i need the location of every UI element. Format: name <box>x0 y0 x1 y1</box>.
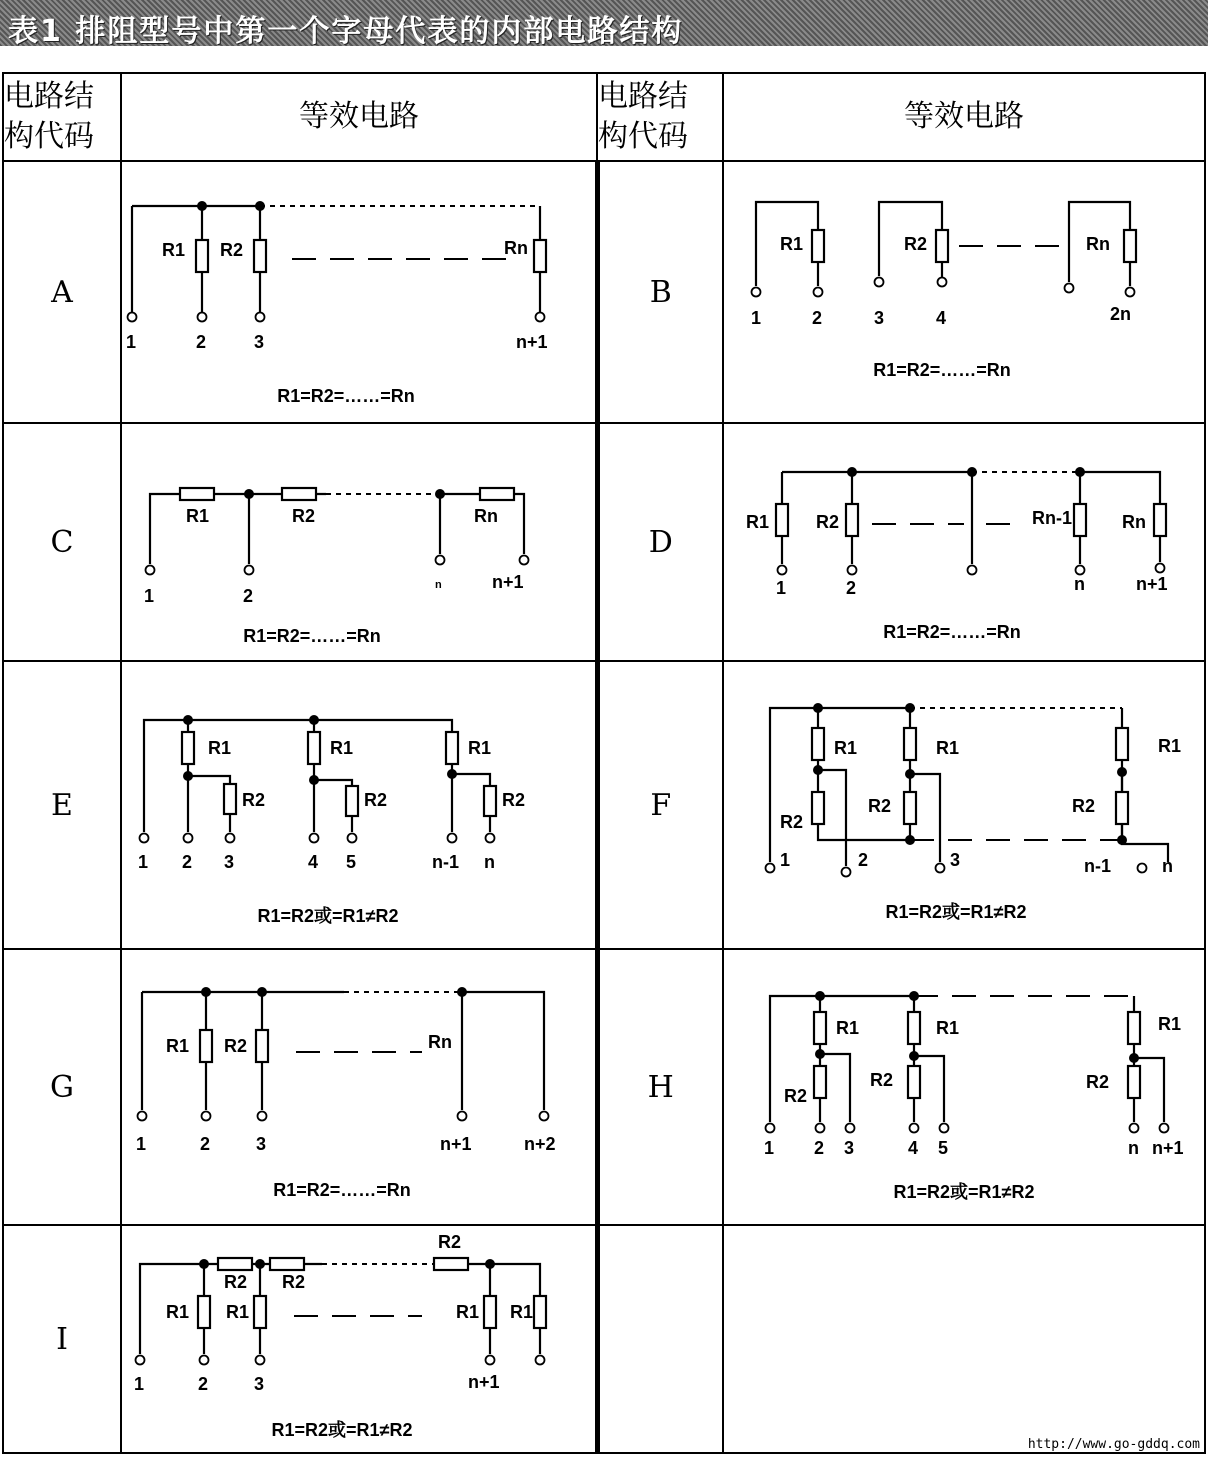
terminal-label: 1 <box>138 852 149 872</box>
code-cell-b: B <box>597 161 723 423</box>
terminal-label: 2 <box>846 578 857 598</box>
circuit-table <box>2 72 1206 1454</box>
terminal-label: 3 <box>254 1374 265 1394</box>
relation-text: R1=R2=……=Rn <box>277 386 415 406</box>
relation-text: R1=R2=……=Rn <box>883 622 1021 642</box>
table-row <box>3 1225 1205 1453</box>
code-cell-i: I <box>3 1225 121 1453</box>
terminal-label: 4 <box>936 308 947 328</box>
terminal-label: 1 <box>764 1138 775 1158</box>
terminal-label: 1 <box>776 578 787 598</box>
label-r1: R1 <box>836 1018 860 1038</box>
label-rn: Rn <box>1122 512 1146 532</box>
table-row <box>3 161 1205 423</box>
code-cell-e: E <box>3 661 121 949</box>
terminal-label: 3 <box>254 332 265 352</box>
label-r2: R2 <box>242 790 266 810</box>
circuit-diagram-b <box>724 162 1204 422</box>
label-rn: Rn <box>428 1032 452 1052</box>
terminal-label: n+1 <box>492 572 524 592</box>
circuit-diagram-h <box>724 950 1204 1224</box>
label-r2: R2 <box>224 1272 248 1292</box>
terminal-label: n+1 <box>440 1134 472 1154</box>
table-row <box>3 949 1205 1225</box>
label-r1: R1 <box>510 1302 534 1322</box>
terminal-label: 2 <box>858 850 869 870</box>
code-cell-a: A <box>3 161 121 423</box>
terminal-label: n <box>1162 856 1173 876</box>
terminal-label: 2 <box>196 332 207 352</box>
label-r1: R1 <box>936 738 960 758</box>
label-r2: R2 <box>224 1036 248 1056</box>
circuit-diagram-d <box>724 424 1204 660</box>
table-row <box>3 661 1205 949</box>
circuit-diagram-e <box>122 662 596 948</box>
terminal-label: n+1 <box>1136 574 1168 594</box>
code-header-right: 电路结 构代码 <box>597 73 723 161</box>
terminal-label: 2 <box>200 1134 211 1154</box>
terminal-label: 3 <box>224 852 235 872</box>
code-cell-c: C <box>3 423 121 661</box>
label-r1: R1 <box>1158 1014 1182 1034</box>
label-r1: R1 <box>208 738 232 758</box>
circuit-header-right: 等效电路 <box>723 73 1205 161</box>
circuit-diagram-g <box>122 950 596 1224</box>
circuit-cell-e <box>121 661 597 949</box>
relation-text: R1=R2=……=Rn <box>873 360 1011 380</box>
label-r2: R2 <box>220 240 244 260</box>
circuit-cell-a <box>121 161 597 423</box>
terminal-label: 5 <box>938 1138 949 1158</box>
relation-text: R1=R2=……=Rn <box>243 626 381 646</box>
terminal-label: 5 <box>346 852 357 872</box>
terminal-label: 1 <box>751 308 762 328</box>
terminal-label: 2n <box>1110 304 1132 324</box>
label-r1: R1 <box>936 1018 960 1038</box>
circuit-cell-i <box>121 1225 597 1453</box>
label-r1: R1 <box>162 240 186 260</box>
label-r2: R2 <box>1086 1072 1110 1092</box>
code-cell-empty <box>597 1225 723 1453</box>
title-bar <box>0 0 1208 49</box>
label-r1: R1 <box>834 738 858 758</box>
terminal-label: n-1 <box>1084 856 1111 876</box>
relation-text: R1=R2或=R1≠R2 <box>885 902 1027 922</box>
table-title: 表1 排阻型号中第一个字母代表的内部电路结构 <box>8 14 684 49</box>
label-r1: R1 <box>166 1036 190 1056</box>
label-r1: R1 <box>456 1302 480 1322</box>
terminal-label: n <box>1074 574 1085 594</box>
label-r2: R2 <box>904 234 928 254</box>
relation-text: R1=R2或=R1≠R2 <box>257 906 399 926</box>
source-url: http://www.go-gddq.com <box>1027 1437 1200 1452</box>
label-r1: R1 <box>186 506 210 526</box>
label-rn: Rn <box>1086 234 1110 254</box>
terminal-label: 3 <box>950 850 961 870</box>
circuit-cell-g <box>121 949 597 1225</box>
terminal-label: n <box>435 579 442 591</box>
terminal-label: 2 <box>243 586 254 606</box>
label-rn: Rn <box>474 506 498 526</box>
terminal-label: n+1 <box>1152 1138 1184 1158</box>
circuit-cell-f <box>723 661 1205 949</box>
terminal-label: 2 <box>182 852 193 872</box>
circuit-header-left: 等效电路 <box>121 73 597 161</box>
terminal-label: n <box>484 852 495 872</box>
circuit-diagram-i <box>122 1226 596 1452</box>
terminal-label: 3 <box>844 1138 855 1158</box>
code-cell-h: H <box>597 949 723 1225</box>
label-r1: R1 <box>166 1302 190 1322</box>
terminal-label: 3 <box>874 308 885 328</box>
terminal-label: 1 <box>134 1374 145 1394</box>
label-rn: Rn <box>504 238 528 258</box>
label-r2: R2 <box>868 796 892 816</box>
circuit-cell-empty <box>723 1225 1205 1453</box>
terminal-label: n-1 <box>432 852 459 872</box>
code-header-left: 电路结 构代码 <box>3 73 121 161</box>
terminal-label: 1 <box>126 332 137 352</box>
terminal-label: n <box>1128 1138 1139 1158</box>
relation-text: R1=R2或=R1≠R2 <box>271 1420 413 1440</box>
circuit-cell-c <box>121 423 597 661</box>
terminal-label: 1 <box>780 850 791 870</box>
label-r2: R2 <box>1072 796 1096 816</box>
circuit-diagram-a <box>122 162 596 422</box>
terminal-label: 1 <box>136 1134 147 1154</box>
label-r2: R2 <box>784 1086 808 1106</box>
label-r1: R1 <box>746 512 770 532</box>
code-cell-f: F <box>597 661 723 949</box>
terminal-label: 1 <box>144 586 155 606</box>
relation-text: R1=R2或=R1≠R2 <box>893 1182 1035 1202</box>
circuit-diagram-c <box>122 424 596 660</box>
table-row <box>3 423 1205 661</box>
label-r2: R2 <box>502 790 526 810</box>
label-r1: R1 <box>226 1302 250 1322</box>
circuit-cell-d <box>723 423 1205 661</box>
label-r2: R2 <box>780 812 804 832</box>
label-r1: R1 <box>468 738 492 758</box>
label-r2: R2 <box>364 790 388 810</box>
terminal-label: 2 <box>814 1138 825 1158</box>
terminal-label: 4 <box>908 1138 919 1158</box>
label-r2: R2 <box>438 1232 462 1252</box>
label-rn-1: Rn-1 <box>1032 508 1072 528</box>
circuit-diagram-f <box>724 662 1204 948</box>
label-r2: R2 <box>282 1272 306 1292</box>
label-r2: R2 <box>816 512 840 532</box>
label-r2: R2 <box>292 506 316 526</box>
circuit-cell-h <box>723 949 1205 1225</box>
terminal-label: 2 <box>198 1374 209 1394</box>
terminal-label: n+2 <box>524 1134 556 1154</box>
relation-text: R1=R2=……=Rn <box>273 1180 411 1200</box>
code-cell-d: D <box>597 423 723 661</box>
terminal-label: 2 <box>812 308 823 328</box>
label-r1: R1 <box>780 234 804 254</box>
terminal-label: n+1 <box>516 332 548 352</box>
code-cell-g: G <box>3 949 121 1225</box>
label-r1: R1 <box>330 738 354 758</box>
terminal-label: 3 <box>256 1134 267 1154</box>
label-r2: R2 <box>870 1070 894 1090</box>
label-r1: R1 <box>1158 736 1182 756</box>
terminal-label: n+1 <box>468 1372 500 1392</box>
circuit-cell-b <box>723 161 1205 423</box>
header-row <box>3 73 1205 161</box>
terminal-label: 4 <box>308 852 319 872</box>
